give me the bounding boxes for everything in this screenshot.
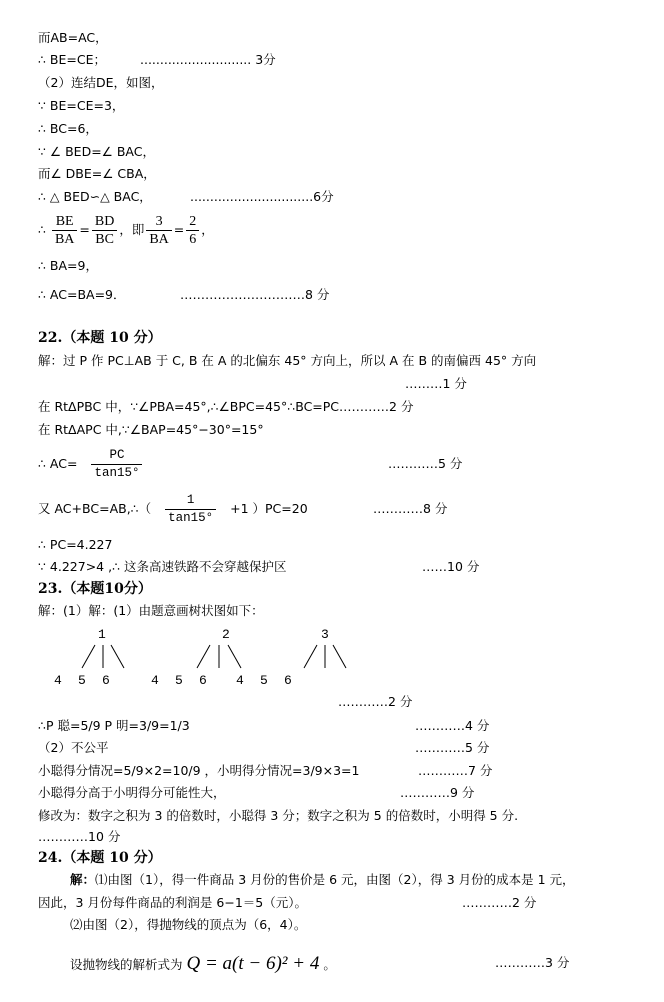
text-line <box>70 872 575 888</box>
denominator: BA <box>54 232 75 247</box>
score-marker: ............................ 3分 <box>140 52 276 67</box>
text-line: ∴ PC=4.227 <box>38 537 113 552</box>
denominator: BA <box>149 232 169 247</box>
tree-root: 3 <box>321 627 329 642</box>
text: ， <box>201 222 214 237</box>
text-line: 因此，3 月份每件商品的利润是 6−1＝5（元）。 <box>38 895 307 910</box>
solution-label: 解： <box>70 872 96 887</box>
text-line: 解：过 P 作 PC⊥AB 于 C, B 在 A 的北偏东 45° 方向上，所以 A 在 B 的南偏西 45° 方向 <box>38 353 537 368</box>
text-line: 而AB=AC， <box>38 30 108 45</box>
text-line: ∴ BA=9， <box>38 258 98 273</box>
score-marker: …………8 分 <box>373 501 448 516</box>
question-title: 22.（本题 10 分） <box>38 330 162 346</box>
tree-root: 2 <box>222 627 230 642</box>
text-line: （2）不公平 <box>38 740 109 755</box>
score-marker: …………5 分 <box>415 740 490 755</box>
score-marker: …………2 分 <box>462 895 537 910</box>
text-line: ∴P 聪=5/9 P 明=3/9=1/3 <box>38 718 190 733</box>
tree-leaf: 5 <box>175 673 183 688</box>
text: 。 <box>323 957 336 972</box>
formula: Q = a(t − 6)² + 4 <box>186 953 320 974</box>
text: 又 AC+BC=AB,∴（ <box>38 501 152 516</box>
tree-leaf: 4 <box>54 673 62 688</box>
denominator: tan15° <box>168 511 214 525</box>
equals: = <box>173 222 185 237</box>
tree-leaf: 5 <box>78 673 86 688</box>
tree-leaf: 4 <box>236 673 244 688</box>
text-line: 修改为：数字之积为 3 的倍数时，小聪得 3 分；数字之积为 5 的倍数时，小明得 5 分. <box>38 808 519 823</box>
denominator: 6 <box>189 232 197 247</box>
numerator: 3 <box>146 213 171 231</box>
tree-leaf: 6 <box>102 673 110 688</box>
score-marker: ………1 分 <box>405 376 467 391</box>
text-line: ∵ BE=CE=3， <box>38 98 125 113</box>
score-marker: …………………………8 分 <box>180 287 330 302</box>
text-line: 而∠ DBE=∠ CBA， <box>38 166 156 181</box>
tree-leaf: 5 <box>260 673 268 688</box>
question-title: 24.（本题 10 分） <box>38 850 162 866</box>
score-marker: …………2 分 <box>338 694 413 709</box>
score-marker: …………3 分 <box>495 955 570 970</box>
numerator: BD <box>92 213 117 231</box>
score-marker: ...............................6分 <box>190 189 334 204</box>
numerator: 2 <box>186 213 199 231</box>
numerator: 1 <box>165 492 216 510</box>
numerator: PC <box>91 447 142 465</box>
text-line: 在 RtΔAPC 中,∵∠BAP=45°−30°=15° <box>38 422 264 437</box>
denominator: tan15° <box>94 466 140 480</box>
tree-leaf: 6 <box>284 673 292 688</box>
tree-leaf: 4 <box>151 673 159 688</box>
text-line: 小聪得分高于小明得分可能性大， <box>38 785 226 800</box>
equals: = <box>79 222 90 237</box>
score-marker: …………7 分 <box>418 763 493 778</box>
text-line: 解：(1）解：(1）由题意画树状图如下： <box>38 603 264 618</box>
text-line: ∴ AC=BA=9． <box>38 287 126 302</box>
text-line: 小聪得分情况=5/9×2=10/9 ，小明得分情况=3/9×3=1 <box>38 763 360 778</box>
score-marker: …………4 分 <box>415 718 490 733</box>
text-line: ⑵由图（2），得抛物线的顶点为（6，4）。 <box>70 917 307 932</box>
score-marker: …………5 分 <box>388 456 463 471</box>
text-line: 在 RtΔPBC 中，∵∠PBA=45°,∴∠BPC=45°∴BC=PC…………2 分 <box>38 399 414 414</box>
question-title: 23.（本题10分） <box>38 581 152 597</box>
score-marker: ……10 分 <box>422 559 480 574</box>
denominator: BC <box>95 232 114 247</box>
tree-root: 1 <box>98 627 106 642</box>
numerator: BE <box>52 213 77 231</box>
score-marker: …………10 分 <box>38 829 121 844</box>
text: ⑴由图（1），得一件商品 3 月份的售价是 6 元，由图（2），得 3 月份的成本是 1 元， <box>95 872 575 887</box>
score-marker: …………9 分 <box>400 785 475 800</box>
tree-leaf: 6 <box>199 673 207 688</box>
text-line: ∵ 4.227>4 ,∴ 这条高速铁路不会穿越保护区 <box>38 559 287 574</box>
text-line: ∴ BE=CE； <box>38 52 106 67</box>
text-line: ∴ △ BED∽△ BAC， <box>38 189 152 204</box>
text: ，即 <box>119 222 145 237</box>
text-line: （2）连结DE，如图， <box>38 75 164 90</box>
text: +1 ）PC=20 <box>230 501 308 516</box>
text: 设抛物线的解析式为 <box>70 957 183 972</box>
text: ∴ AC= <box>38 456 78 471</box>
text-line: ∵ ∠ BED=∠ BAC， <box>38 144 155 159</box>
text-line: ∴ BC=6， <box>38 121 98 136</box>
text-line <box>70 950 336 979</box>
therefore-symbol: ∴ <box>38 222 46 237</box>
